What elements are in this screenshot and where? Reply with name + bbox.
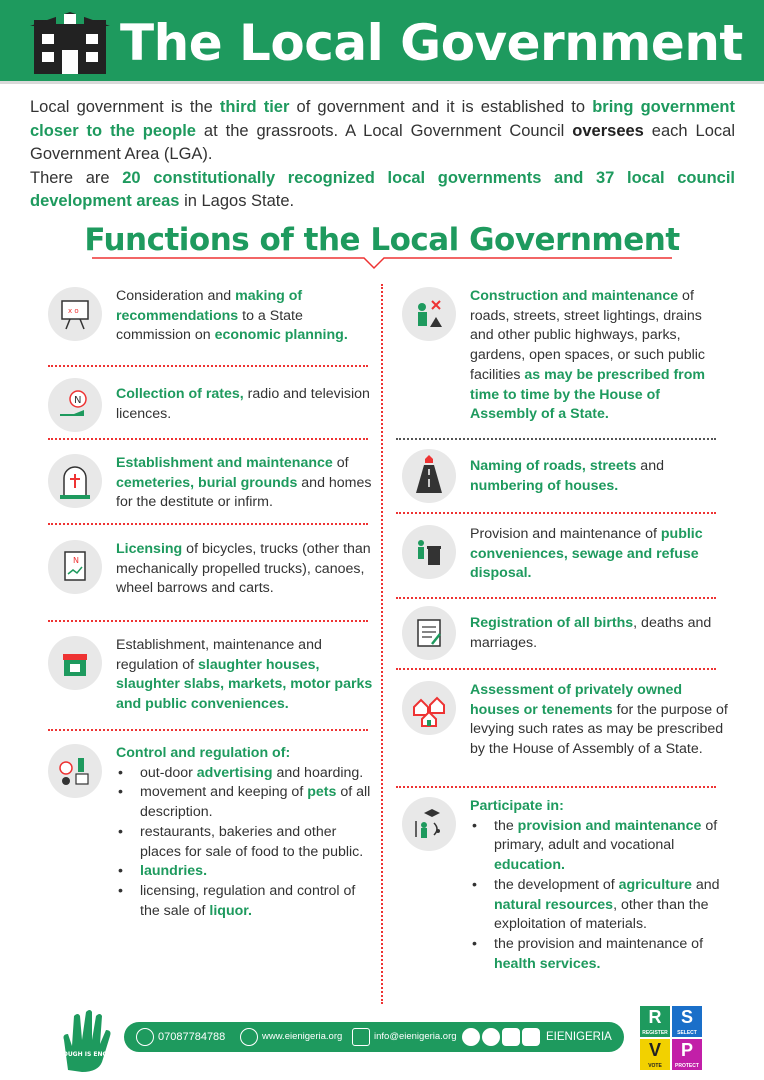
tombstone-icon: [48, 454, 102, 508]
participate-list: [470, 817, 728, 975]
globe-icon: [240, 1028, 258, 1046]
intro-paragraph-2: There are 20 constitutionally recognized local governments and 37 local council development areas in Lagos State.: [30, 168, 735, 210]
regulation-items-icon: [48, 744, 102, 798]
construction-worker-icon: [402, 287, 456, 341]
svg-text:ENOUGH IS ENOUGH: ENOUGH IS ENOUGH: [53, 1051, 123, 1058]
list-item: • laundries.: [116, 862, 378, 882]
enough-is-enough-logo: [53, 1008, 123, 1074]
education-agriculture-health-icon: [402, 797, 456, 851]
separator: [48, 523, 368, 525]
section-title: Functions of the Local Government: [84, 222, 680, 258]
intro-text: [30, 96, 735, 214]
contact-website[interactable]: www.eienigeria.org: [262, 1031, 343, 1042]
page-title: The Local Government: [120, 14, 743, 72]
separator: [396, 597, 716, 599]
footer: [0, 1000, 764, 1080]
houses-icon: [402, 681, 456, 735]
list-item: • licensing, regulation and control of the sale of liquor.: [116, 882, 378, 921]
contact-phone[interactable]: 07087784788: [158, 1031, 226, 1043]
column-divider: [381, 284, 383, 1004]
list-item: • restaurants, bakeries and other places for sale of food to the public.: [116, 823, 378, 862]
separator: [48, 365, 368, 367]
separator: [48, 438, 368, 440]
separator: [48, 620, 368, 622]
refuse-bin-icon: [402, 525, 456, 579]
contact-bar: [124, 1022, 624, 1052]
contact-email[interactable]: info@eienigeria.org: [374, 1031, 457, 1042]
twitter-icon[interactable]: [482, 1028, 500, 1046]
hand-coin-icon: [48, 378, 102, 432]
rsvp-logo: R REGISTER S SELECT V VOTE P PROTECT: [640, 1006, 702, 1070]
mail-icon: [352, 1028, 370, 1046]
list-item: • the provision and maintenance of primary, adult and vocational education.: [470, 817, 728, 876]
title-underline: [92, 254, 672, 272]
separator: [48, 729, 368, 731]
government-building-icon: [30, 12, 110, 74]
social-handle[interactable]: EIENIGERIA: [546, 1031, 612, 1043]
youtube-icon[interactable]: [522, 1028, 540, 1046]
separator: [396, 786, 716, 788]
road-icon: [402, 449, 456, 503]
header-bar: [0, 0, 764, 84]
intro-paragraph-1: Local government is the third tier of government and it is established to bring government closer to the people at the grassroots. A Local Government Council oversees each Local Government Area (LGA).: [30, 98, 735, 163]
svg-text:x o: x o: [68, 307, 79, 315]
separator: [396, 438, 716, 440]
list-item: • movement and keeping of pets of all description.: [116, 783, 378, 822]
planning-board-icon: [48, 287, 102, 341]
list-item: • out-door advertising and hoarding.: [116, 764, 378, 784]
list-item: • the development of agriculture and natural resources, other than the exploitation of materials.: [470, 876, 728, 935]
market-stall-icon: [48, 636, 102, 690]
svg-text:N: N: [74, 395, 82, 406]
facebook-icon[interactable]: [462, 1028, 480, 1046]
svg-text:N: N: [73, 556, 79, 565]
phone-icon: [136, 1028, 154, 1046]
license-document-icon: [48, 540, 102, 594]
control-list: [116, 764, 378, 922]
register-certificate-icon: [402, 606, 456, 660]
list-item: • the provision and maintenance of health services.: [470, 935, 728, 974]
separator: [396, 668, 716, 670]
separator: [396, 512, 716, 514]
instagram-icon[interactable]: [502, 1028, 520, 1046]
